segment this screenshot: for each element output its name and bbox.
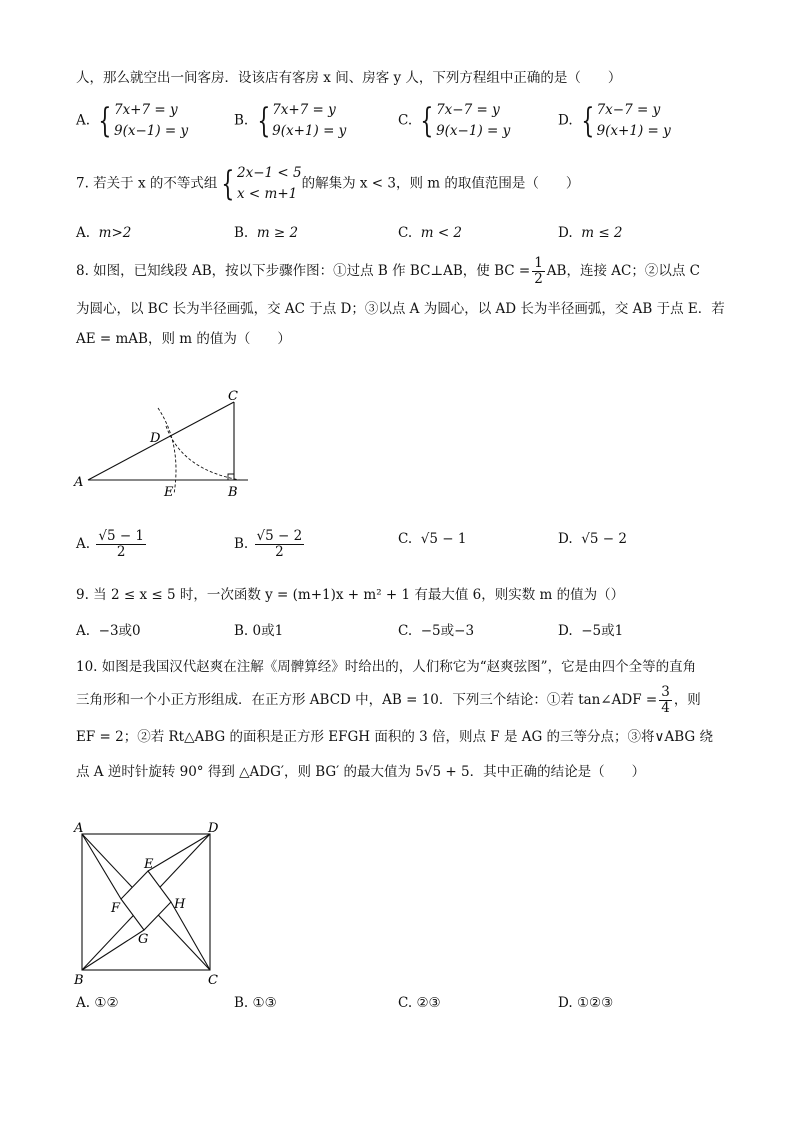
option-text: m < 2 bbox=[420, 225, 463, 241]
q8-option-a[interactable] bbox=[76, 529, 148, 560]
option-text: ②③ bbox=[416, 995, 441, 1011]
segment-f-a bbox=[82, 834, 121, 899]
equation-system: { 7x−7 = y 9(x+1) = y bbox=[581, 101, 671, 141]
q10-stem-line3: EF = 2；②若 Rt△ABG 的面积是正方形 EFGH 面积的 3 倍，则点 F 是 AG 的三等分点；③将∨ABG 绕 bbox=[76, 729, 713, 745]
q8-stem-line1 bbox=[76, 256, 700, 287]
option-label: D. bbox=[558, 112, 573, 129]
q6-options bbox=[76, 100, 726, 146]
q9-option-c[interactable] bbox=[398, 619, 474, 639]
q8-stem-line2: 为圆心，以 BC 长为半径画弧，交 AC 于点 D；③以点 A 为圆心，以 AD 长为半径画弧，交 AB 于点 E．若 bbox=[76, 301, 725, 317]
option-text: 0或1 bbox=[252, 623, 284, 639]
equation-2: 9(x+1) = y bbox=[596, 123, 671, 139]
fraction-half bbox=[532, 256, 545, 287]
point-label-c: C bbox=[228, 389, 238, 404]
point-label-d: D bbox=[150, 431, 161, 446]
q8-option-b[interactable] bbox=[234, 529, 306, 560]
option-label: C. bbox=[398, 112, 413, 129]
q10-option-a[interactable] bbox=[76, 995, 119, 1011]
q7-option-d[interactable] bbox=[558, 225, 623, 241]
q6-option-a[interactable] bbox=[76, 100, 188, 142]
point-label-e: E bbox=[164, 485, 174, 500]
option-text: −5或−3 bbox=[420, 623, 475, 639]
option-label: B. bbox=[234, 536, 249, 552]
q7-options bbox=[76, 225, 726, 245]
q6-option-b[interactable] bbox=[234, 100, 346, 142]
q9-stem: 9. 当 2 ≤ x ≤ 5 时，一次函数 y = (m+1)x + m² + 1 有最大值 6，则实数 m 的值为（） bbox=[76, 587, 625, 603]
segment-ac bbox=[88, 402, 234, 480]
fraction-denominator: 2 bbox=[275, 544, 284, 560]
option-text: √5 − 1 bbox=[420, 531, 467, 547]
q10-line2-pre: 三角形和一个小正方形组成．在正方形 ABCD 中，AB = 10．下列三个结论：①若 tan∠ADF = bbox=[76, 692, 658, 708]
q10-figure bbox=[70, 820, 230, 988]
fraction-numerator: √5 − 2 bbox=[256, 528, 303, 544]
option-text: √5 − 2 bbox=[581, 531, 627, 547]
option-text: m>2 bbox=[98, 225, 132, 241]
inequality-2: x < m+1 bbox=[237, 186, 298, 202]
equation-1: 7x+7 = y bbox=[272, 102, 336, 118]
q9-options bbox=[76, 619, 726, 639]
q8-line1-post: AB，连接 AC；②以点 C bbox=[546, 263, 700, 279]
fraction-denominator: 4 bbox=[661, 700, 670, 716]
segment-h-c bbox=[171, 902, 210, 970]
arc-center-a bbox=[158, 408, 176, 494]
q10-stem-line1: 10. 如图是我国汉代赵爽在注解《周髀算经》时给出的，人们称它为“赵爽弦图”，它是由四个全等的直角 bbox=[76, 659, 697, 675]
q8-option-c[interactable] bbox=[398, 531, 466, 547]
option-label: D. bbox=[558, 995, 573, 1011]
segment-e-d bbox=[148, 834, 210, 871]
option-text: −3或0 bbox=[98, 623, 141, 639]
option-text: ①③ bbox=[252, 995, 277, 1011]
q10-line2-post: ，则 bbox=[673, 692, 701, 708]
option-text: ①②③ bbox=[576, 995, 614, 1011]
q7-option-b[interactable] bbox=[234, 225, 298, 241]
q10-stem-line2 bbox=[76, 685, 701, 716]
equation-system: { 7x+7 = y 9(x+1) = y bbox=[256, 101, 347, 141]
fraction-numerator: √5 − 1 bbox=[98, 528, 145, 544]
fraction-numerator: 1 bbox=[534, 255, 543, 271]
option-label: B. bbox=[234, 995, 249, 1011]
option-label: B. bbox=[234, 623, 249, 639]
equation-2: 9(x+1) = y bbox=[272, 123, 347, 139]
q7-option-c[interactable] bbox=[398, 225, 462, 241]
option-label: C. bbox=[398, 623, 413, 639]
point-label-b: B bbox=[74, 973, 84, 988]
q7-stem-pre: 7. 若关于 x 的不等式组 bbox=[76, 175, 218, 192]
equation-1: 7x−7 = y bbox=[436, 102, 500, 118]
q9-option-b[interactable] bbox=[234, 619, 283, 639]
equation-system: { 7x+7 = y 9(x−1) = y bbox=[98, 101, 189, 141]
q6-stem: 人，那么就空出一间客房．设该店有客房 x 间、房客 y 人，下列方程组中正确的是（ ） bbox=[76, 70, 622, 86]
option-label: A. bbox=[76, 995, 91, 1011]
point-label-f: F bbox=[111, 901, 121, 916]
q10-stem-line4: 点 A 逆时针旋转 90° 得到 △ADG′，则 BG′ 的最大值为 5√5 + 5．其中正确的结论是（ ） bbox=[76, 764, 646, 780]
option-label: A. bbox=[76, 225, 91, 241]
q7-stem bbox=[76, 163, 579, 205]
option-label: C. bbox=[398, 225, 413, 241]
point-label-c: C bbox=[208, 973, 218, 988]
q10-options bbox=[76, 995, 726, 1015]
option-label: D. bbox=[558, 531, 573, 547]
q7-stem-post: 的解集为 x < 3，则 m 的取值范围是（ ） bbox=[301, 175, 580, 192]
q6-option-d[interactable] bbox=[558, 100, 671, 142]
inequality-1: 2x−1 < 5 bbox=[237, 165, 302, 181]
q10-option-c[interactable] bbox=[398, 995, 441, 1011]
point-label-a: A bbox=[74, 475, 84, 490]
equation-1: 7x+7 = y bbox=[113, 102, 178, 118]
q9-option-d[interactable] bbox=[558, 619, 623, 639]
option-label: C. bbox=[398, 531, 413, 547]
point-label-d: D bbox=[208, 821, 219, 836]
arc-center-c bbox=[166, 426, 240, 480]
equation-2: 9(x−1) = y bbox=[113, 123, 189, 139]
option-fraction bbox=[255, 529, 305, 560]
equation-1: 7x−7 = y bbox=[596, 102, 661, 118]
inequality-system: { 2x−1 < 5 x < m+1 bbox=[221, 164, 302, 204]
segment-g-b bbox=[82, 930, 144, 970]
fraction-numerator: 3 bbox=[661, 684, 670, 700]
q10-option-d[interactable] bbox=[558, 995, 613, 1011]
point-label-b: B bbox=[228, 485, 238, 500]
q9-option-a[interactable] bbox=[76, 619, 141, 639]
fraction-denominator: 2 bbox=[534, 271, 543, 287]
point-label-a: A bbox=[74, 821, 84, 836]
option-label: A. bbox=[76, 536, 91, 552]
option-label: A. bbox=[76, 112, 91, 129]
equation-2: 9(x−1) = y bbox=[436, 123, 511, 139]
option-text: m ≥ 2 bbox=[256, 225, 299, 241]
q6-option-c[interactable] bbox=[398, 100, 510, 142]
q8-figure bbox=[70, 388, 270, 500]
option-label: B. bbox=[234, 112, 249, 129]
q8-line1-pre: 8. 如图，已知线段 AB，按以下步骤作图：①过点 B 作 BC⊥AB，使 BC = bbox=[76, 263, 531, 279]
option-fraction bbox=[96, 529, 146, 560]
fraction-denominator: 2 bbox=[116, 544, 126, 560]
q10-option-b[interactable] bbox=[234, 995, 277, 1011]
option-text: ①② bbox=[94, 995, 119, 1011]
option-text: −5或1 bbox=[581, 623, 624, 639]
option-label: A. bbox=[76, 623, 91, 639]
option-label: D. bbox=[558, 225, 573, 241]
q8-options bbox=[76, 523, 726, 563]
option-text: m ≤ 2 bbox=[581, 225, 623, 241]
q7-option-a[interactable] bbox=[76, 225, 131, 241]
point-label-g: G bbox=[138, 932, 149, 947]
option-label: B. bbox=[234, 225, 249, 241]
equation-system: { 7x−7 = y 9(x−1) = y bbox=[420, 101, 511, 141]
q8-stem-line3: AE = mAB，则 m 的值为（ ） bbox=[76, 331, 291, 347]
q8-option-d[interactable] bbox=[558, 531, 627, 547]
point-label-h: H bbox=[174, 897, 186, 912]
option-label: C. bbox=[398, 995, 413, 1011]
right-angle-mark bbox=[228, 474, 234, 480]
option-label: D. bbox=[558, 623, 573, 639]
point-label-e: E bbox=[144, 857, 154, 872]
fraction-three-quarters bbox=[659, 685, 672, 716]
